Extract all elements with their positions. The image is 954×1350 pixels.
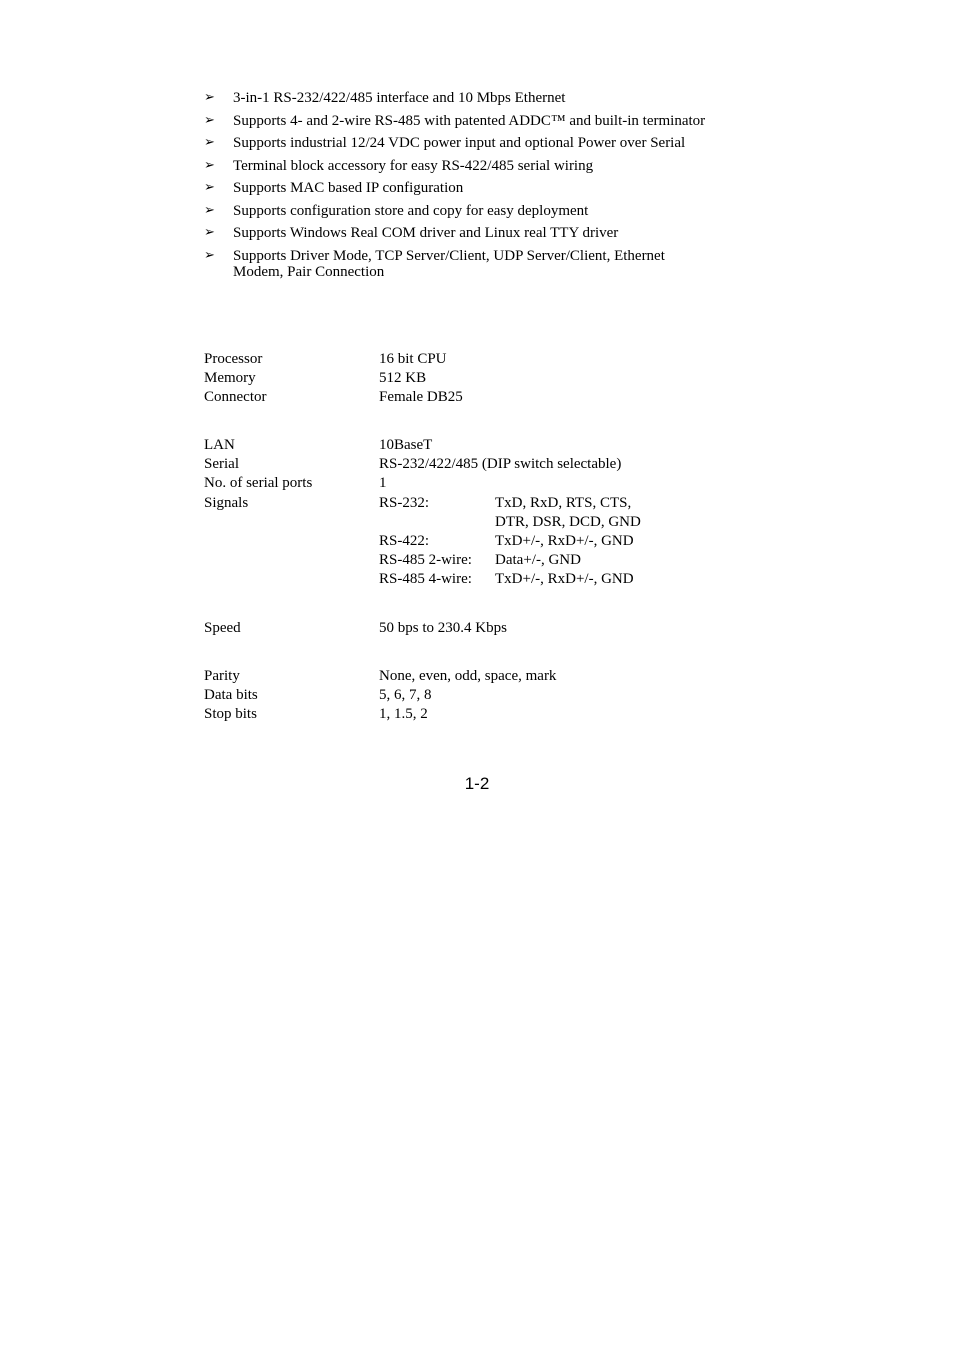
signal-value [495, 494, 641, 532]
feature-item [204, 158, 764, 174]
spec-label: Serial [204, 456, 239, 473]
spec-value: 512 KB [379, 370, 427, 387]
feature-text: Supports 4- and 2-wire RS-485 with patented ADDC™ and built-in terminator [233, 112, 706, 129]
signal-name: RS-232: [379, 494, 430, 511]
spec-value: 1 [379, 475, 387, 492]
spec-label: Stop bits [204, 706, 257, 723]
spec-label: Signals [204, 494, 249, 511]
spec-label: Connector [204, 389, 267, 406]
signal-value: TxD+/-, RxD+/-, GND [495, 532, 634, 549]
feature-text: Supports MAC based IP configuration [233, 180, 464, 196]
feature-item [204, 180, 764, 196]
spec-label: Speed [204, 620, 241, 636]
feature-item [204, 113, 764, 129]
signal-value-line: TxD, RxD, RTS, CTS, [495, 494, 632, 511]
spec-value: RS-232/422/485 (DIP switch selectable) [379, 456, 622, 473]
arrow-bullet-icon: ➢ [204, 225, 215, 240]
spec-label: Memory [204, 370, 256, 387]
feature-item [204, 248, 703, 280]
signal-value: Data+/-, GND [495, 552, 581, 569]
signal-name: RS-485 4-wire: [379, 571, 472, 588]
spec-label: LAN [204, 437, 235, 453]
features-list [204, 90, 764, 286]
spec-value: Female DB25 [379, 389, 463, 406]
spec-value: 1, 1.5, 2 [379, 706, 428, 723]
spec-value: 50 bps to 230.4 Kbps [379, 620, 507, 636]
spec-value: 5, 6, 7, 8 [379, 687, 432, 704]
signal-name: RS-485 2-wire: [379, 552, 472, 569]
feature-item [204, 203, 764, 219]
signal-name: RS-422: [379, 532, 430, 549]
feature-text: Supports Driver Mode, TCP Server/Client, UDP Server/Client, Ethernet Modem, Pair Connection [233, 247, 665, 280]
feature-text: Supports configuration store and copy for easy deployment [233, 202, 589, 219]
feature-item [204, 90, 764, 106]
arrow-bullet-icon: ➢ [204, 180, 215, 195]
feature-text: 3-in-1 RS-232/422/485 interface and 10 Mbps Ethernet [233, 90, 566, 106]
feature-item [204, 225, 764, 241]
arrow-bullet-icon: ➢ [204, 202, 215, 218]
arrow-bullet-icon: ➢ [204, 157, 215, 173]
spec-label: Data bits [204, 687, 258, 704]
page-number: 1-2 [464, 774, 490, 793]
spec-label: Parity [204, 668, 240, 684]
spec-value: 10BaseT [379, 437, 433, 453]
arrow-bullet-icon: ➢ [204, 112, 215, 128]
feature-item [204, 135, 764, 151]
spec-label: No. of serial ports [204, 475, 313, 492]
arrow-bullet-icon: ➢ [204, 135, 215, 150]
feature-text: Supports industrial 12/24 VDC power input and optional Power over Serial [233, 135, 686, 151]
feature-text: Terminal block accessory for easy RS-422/485 serial wiring [233, 157, 594, 174]
arrow-bullet-icon: ➢ [204, 90, 215, 105]
spec-label: Processor [204, 351, 263, 367]
signal-value: TxD+/-, RxD+/-, GND [495, 571, 634, 588]
spec-value: 16 bit CPU [379, 351, 447, 367]
feature-text: Supports Windows Real COM driver and Linux real TTY driver [233, 225, 619, 241]
arrow-bullet-icon: ➢ [204, 247, 215, 263]
signal-value-line: DTR, DSR, DCD, GND [495, 513, 641, 530]
spec-value: None, even, odd, space, mark [379, 668, 557, 684]
